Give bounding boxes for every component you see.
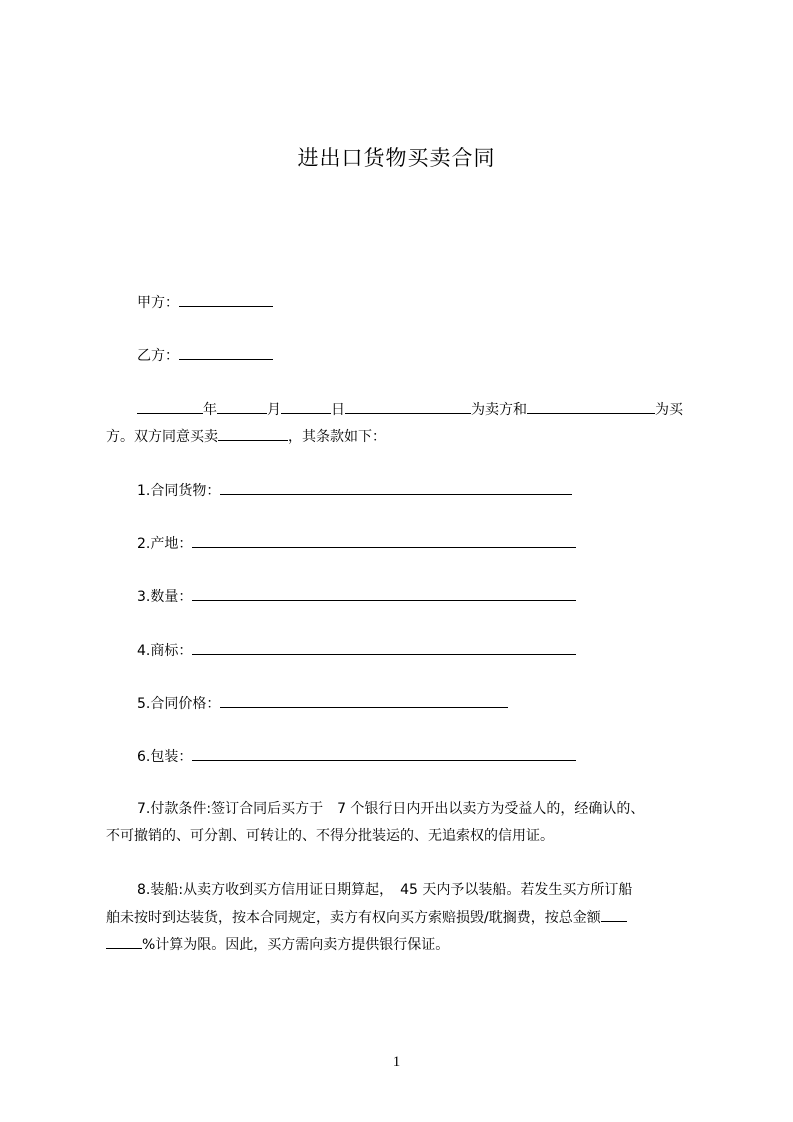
item-label: 5.合同价格： [137, 696, 221, 712]
item-label: 3.数量： [137, 589, 193, 605]
item-blank[interactable] [192, 746, 576, 761]
party-b-blank[interactable] [179, 345, 273, 360]
item-quantity [137, 586, 576, 607]
clause-8-line-2-text: 舶未按时到达装货，按本合同规定，卖方有权向买方索赔损毁/耽搁费，按总金额 [106, 910, 601, 926]
amount-percent-blank-b[interactable] [106, 934, 142, 949]
clause-8-line-1: 8.装船:从卖方收到买方信用证日期算起， 45 天内予以装船。若发生买方所订船 [137, 882, 633, 898]
item-packaging [137, 746, 576, 767]
item-blank[interactable] [220, 480, 572, 495]
party-b-label: 乙方： [137, 348, 179, 364]
year-blank[interactable] [137, 399, 203, 414]
item-blank[interactable] [192, 640, 576, 655]
item-origin [137, 533, 576, 554]
buyer-label: 为买 [655, 402, 683, 418]
item-contract-price [137, 693, 508, 714]
page-number: 1 [392, 1054, 401, 1070]
clause-8-line-3-text: %计算为限。因此，买方需向卖方提供银行保证。 [142, 937, 450, 953]
party-a-line [137, 292, 273, 313]
item-blank[interactable] [220, 693, 508, 708]
item-contract-goods [137, 480, 572, 501]
item-label: 4.商标： [137, 643, 193, 659]
item-trademark [137, 640, 576, 661]
goods-blank[interactable] [218, 426, 288, 441]
clause-8-line-3 [106, 934, 449, 955]
buyer-blank[interactable] [527, 399, 655, 414]
clause-7-line-1: 7.付款条件:签订合同后买方于 7 个银行日内开出以卖方为受益人的，经确认的、 [137, 801, 645, 817]
intro-line2-text-b: ，其条款如下： [288, 429, 386, 445]
party-a-label: 甲方： [137, 295, 179, 311]
year-label: 年 [203, 402, 217, 418]
clause-8-line-2 [106, 907, 627, 928]
document-title: 进出口货物买卖合同 [297, 146, 496, 170]
intro-line-2 [106, 426, 386, 447]
month-label: 月 [267, 402, 281, 418]
seller-blank[interactable] [345, 399, 471, 414]
month-blank[interactable] [217, 399, 267, 414]
clause-7-line-2: 不可撤销的、可分割、可转让的、不得分批装运的、无追索权的信用证。 [106, 828, 554, 844]
seller-label: 为卖方和 [471, 402, 527, 418]
intro-line-1 [137, 399, 683, 420]
item-blank[interactable] [192, 533, 576, 548]
intro-line2-text-a: 方。双方同意买卖 [106, 429, 218, 445]
item-label: 2.产地： [137, 536, 193, 552]
amount-percent-blank-a[interactable] [601, 907, 627, 922]
item-label: 6.包装： [137, 749, 193, 765]
item-label: 1.合同货物： [137, 483, 221, 499]
item-blank[interactable] [192, 586, 576, 601]
party-b-line [137, 345, 273, 366]
party-a-blank[interactable] [179, 292, 273, 307]
day-blank[interactable] [281, 399, 331, 414]
day-label: 日 [331, 402, 345, 418]
